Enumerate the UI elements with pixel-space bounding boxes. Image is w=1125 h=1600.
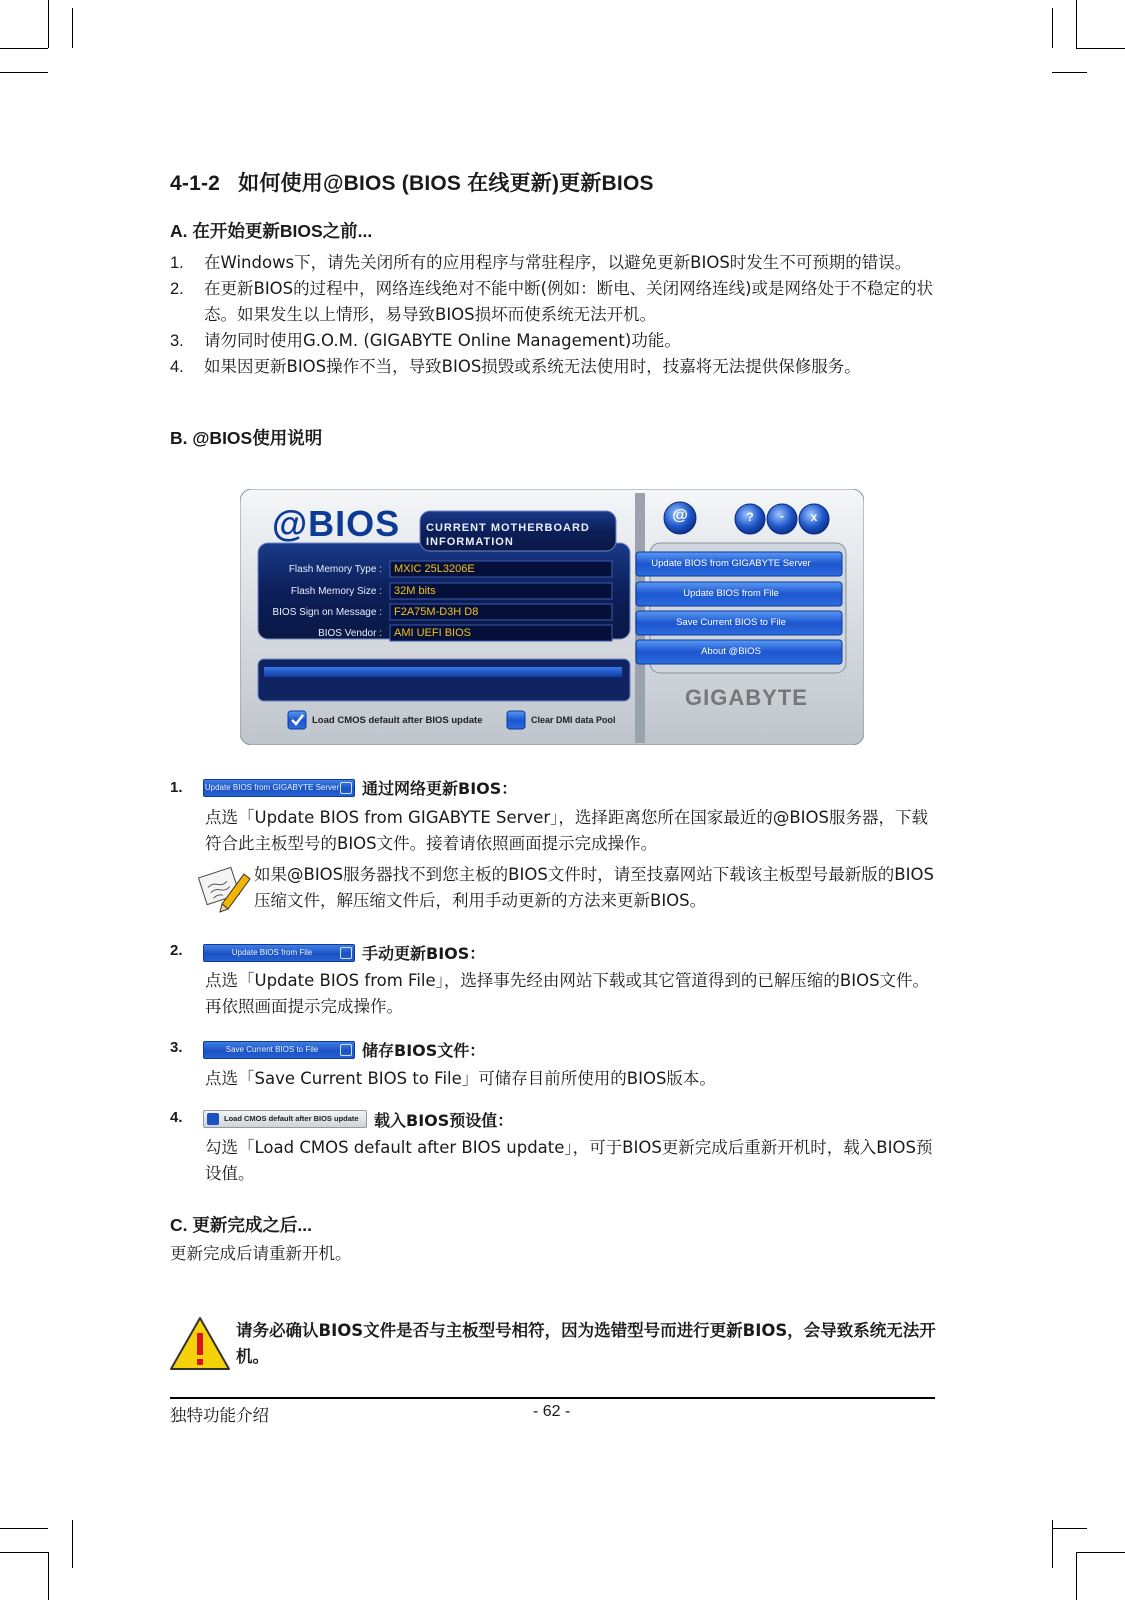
- minimize-icon[interactable]: -: [780, 509, 784, 523]
- save-bios-button[interactable]: Save Current BIOS to File: [676, 617, 786, 628]
- step-label: 储存BIOS文件：: [362, 1041, 486, 1060]
- crop-mark: [1052, 8, 1053, 48]
- crop-mark: [72, 8, 73, 48]
- note-pencil-icon: [198, 862, 254, 916]
- footer-rule: [170, 1397, 935, 1399]
- folder-icon: [340, 947, 352, 959]
- crop-mark: [1052, 1528, 1087, 1529]
- list-item: 2. 在更新BIOS的过程中，网络连线绝对不能中断(例如：断电、关闭网络连线)或是网络处于不稳定的状态。如果发生以上情形，易导致BIOS损坏而使系统无法开机。: [170, 279, 934, 324]
- update-from-file-button[interactable]: Update BIOS from File: [683, 588, 779, 599]
- part-b-heading: B. @BIOS使用说明: [170, 428, 323, 448]
- atbios-app-window: [240, 489, 864, 745]
- mini-button-save: Save Current BIOS to File: [203, 1041, 355, 1059]
- step-note: 如果@BIOS服务器找不到您主板的BIOS文件时，请至技嘉网站下载该主板型号最新版的BIOS压缩文件，解压缩文件后，利用手动更新的方法来更新BIOS。: [254, 865, 934, 910]
- crop-mark: [1076, 1552, 1125, 1553]
- step-desc: 点选「Update BIOS from File」，选择事先经由网站下载或其它管道得到的已解压缩的BIOS文件。再依照画面提示完成操作。: [205, 971, 930, 1016]
- atbios-logo: @BIOS: [272, 503, 401, 544]
- crop-mark: [0, 72, 48, 73]
- info-label: Flash Memory Type :: [288, 564, 382, 575]
- crop-mark: [72, 1520, 73, 1568]
- list-item: 3. 请勿同时使用G.O.M. (GIGABYTE Online Management)功能。: [170, 331, 681, 350]
- section-title: [170, 167, 654, 197]
- info-label: BIOS Sign on Message :: [272, 607, 382, 618]
- crop-mark: [1076, 48, 1125, 49]
- gigabyte-brand: GIGABYTE: [685, 685, 808, 710]
- info-title-line1: CURRENT MOTHERBOARD: [426, 522, 590, 534]
- step-number: 1.: [170, 779, 183, 796]
- step-desc: 勾选「Load CMOS default after BIOS update」，可于BIOS更新完成后重新开机时，载入BIOS预设值。: [205, 1138, 933, 1183]
- info-value: F2A75M-D3H D8: [394, 606, 479, 618]
- save-icon: [340, 1044, 352, 1056]
- crop-mark: [0, 1552, 48, 1553]
- warning-icon: [168, 1315, 232, 1373]
- info-value: AMI UEFI BIOS: [394, 627, 472, 639]
- top-icon-at[interactable]: @: [672, 507, 688, 524]
- crop-mark: [1076, 0, 1077, 48]
- crop-mark: [1052, 72, 1087, 73]
- section-number: 4-1-2: [170, 172, 221, 195]
- section-title-text: 如何使用@BIOS (BIOS 在线更新)更新BIOS: [238, 172, 654, 195]
- step-desc: 点选「Save Current BIOS to File」可储存目前所使用的BIOS版本。: [205, 1069, 716, 1088]
- mini-button-server: Update BIOS from GIGABYTE Server: [203, 779, 355, 797]
- mini-button-file: Update BIOS from File: [203, 944, 355, 962]
- info-value: 32M bits: [394, 585, 436, 597]
- list-item: 4. 如果因更新BIOS操作不当，导致BIOS损毁或系统无法使用时，技嘉将无法提供保修服务。: [170, 357, 861, 376]
- part-a-heading: A. 在开始更新BIOS之前...: [170, 221, 373, 241]
- page-number: - 62 -: [533, 1403, 571, 1420]
- step-desc: 点选「Update BIOS from GIGABYTE Server」，选择距离您所在国家最近的@BIOS服务器，下载符合此主板型号的BIOS文件。接着请依照画面提示完成操作。: [205, 808, 929, 853]
- step-number: 3.: [170, 1039, 183, 1056]
- download-icon: [340, 782, 352, 794]
- checkbox-icon: [207, 1113, 219, 1125]
- part-a-list: [170, 250, 940, 380]
- info-title-line2: INFORMATION: [426, 536, 514, 548]
- info-label: BIOS Vendor :: [318, 628, 382, 639]
- crop-mark: [0, 1528, 48, 1529]
- help-icon[interactable]: ?: [746, 510, 754, 524]
- footer-chapter: 独特功能介绍: [170, 1406, 269, 1425]
- crop-mark: [0, 48, 48, 49]
- mini-checkbox-load-cmos: Load CMOS default after BIOS update: [203, 1110, 367, 1128]
- part-c-heading: C. 更新完成之后...: [170, 1215, 312, 1235]
- update-from-server-button[interactable]: Update BIOS from GIGABYTE Server: [651, 558, 811, 569]
- crop-mark: [48, 1552, 49, 1600]
- part-c-text: 更新完成后请重新开机。: [170, 1244, 352, 1263]
- step-label: 载入BIOS预设值：: [374, 1111, 514, 1130]
- clear-dmi-checkbox-label[interactable]: Clear DMI data Pool: [531, 715, 616, 725]
- about-button[interactable]: About @BIOS: [701, 646, 761, 657]
- close-icon[interactable]: x: [810, 510, 818, 524]
- step-label: 手动更新BIOS：: [362, 944, 486, 963]
- step-number: 4.: [170, 1109, 183, 1126]
- list-item: 1. 在Windows下，请先关闭所有的应用程序与常驻程序，以避免更新BIOS时发生不可预期的错误。: [170, 253, 912, 272]
- warning-text: 请务必确认BIOS文件是否与主板型号相符，因为选错型号而进行更新BIOS，会导致系统无法开机。: [236, 1321, 936, 1366]
- info-value: MXIC 25L3206E: [394, 563, 475, 575]
- step-label: 通过网络更新BIOS：: [362, 779, 518, 798]
- step-number: 2.: [170, 942, 183, 959]
- info-label: Flash Memory Size :: [290, 586, 382, 597]
- crop-mark: [1076, 1552, 1077, 1600]
- load-cmos-checkbox-label[interactable]: Load CMOS default after BIOS update: [312, 715, 483, 726]
- crop-mark: [48, 0, 49, 48]
